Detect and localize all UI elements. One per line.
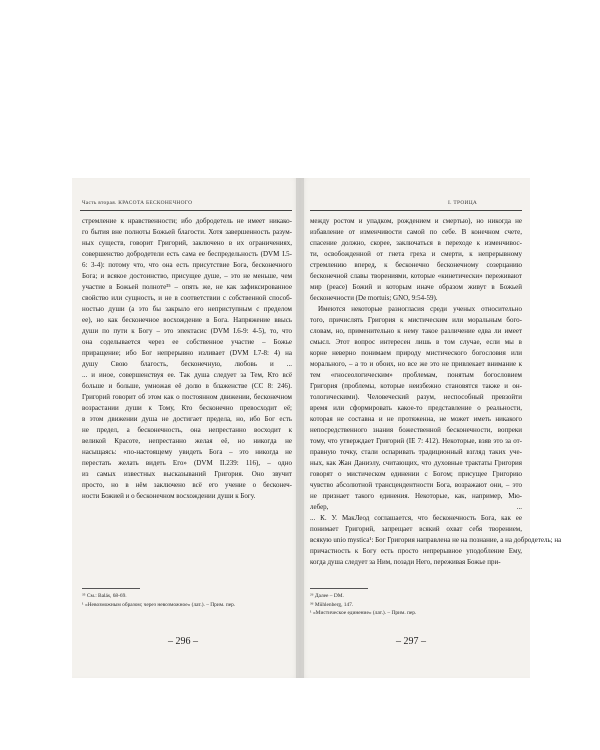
body-line: смысл. Этот вопрос интересен лишь в том случае, если мы в (310, 338, 522, 346)
right-running-head: I. ТРОИЦА (448, 200, 478, 206)
body-line: причастность к Богу есть просто непрерывное уподобление Ему, (310, 547, 522, 555)
body-line: избавление от изменчивости самой по себе. В конечном счете, (310, 228, 522, 236)
body-line: Григория (проблемы, которые неизбежно становятся также и он- (310, 382, 522, 390)
body-line: мир (peace) Божий и которым иначе образом живут в Божьей (310, 283, 522, 291)
body-line: чувство абсолютной трансцендентности Бога, возражают они, – это (310, 481, 522, 489)
body-line: тологическими). Человеческий разум, неспособный превзойти (310, 393, 522, 401)
body-line: ... К. У. МакЛеод соглашается, что бесконечность Бога, как ее (310, 514, 522, 522)
body-line: понимает Григорий, запрещает всякий охват себя творением, (310, 525, 522, 533)
right-body-text (310, 216, 562, 568)
right-footnote-rule (310, 588, 368, 589)
body-line: стремление к нравственности; ибо добродетель не имеет никако- (82, 217, 292, 225)
body-line: спасение должно, скорее, заключаться в переходе к изменчивос- (310, 239, 522, 247)
left-footnotes (82, 592, 292, 609)
body-line: го бытия вне полноты Божьей благости. Хотя завершенность разум- (82, 228, 292, 236)
body-line: морального, – а то и обоих, но все же это не привлекает внимание к (310, 360, 522, 368)
body-line: души по пути к Богу – это эпектасис (DVM I.6-9: 4-5), то, что (82, 327, 292, 335)
body-line: совершенство добродетели есть сама ее беспредельность (DVM I.5- (82, 250, 292, 258)
body-line: ее), но как бесконечное восхождение в Бога. Напряжение ввысь (82, 316, 292, 324)
right-page-number: – 297 – (396, 636, 426, 647)
body-line: свойство или сущность, и не в соответствии с собственной способ- (82, 294, 292, 302)
body-line: ти, освобожденной от гнета греха и смерти, к непрерывному (310, 250, 522, 258)
body-line: приращение; ибо Бог непрерывно изливает (DVM I.7-8: 4) на (82, 349, 292, 357)
body-line: ности Божией и о бесконечном восхождении души к Богу. (82, 492, 256, 500)
footnote-line: ³⁵ См.: Balás, 68-69. (82, 593, 127, 599)
body-line: бесконечной славы творениями, которые «кинетически» переживают (310, 272, 522, 280)
left-header-rule (80, 210, 292, 211)
body-line: тем «гносеологическим» проблемам, понятым богословием (310, 371, 522, 379)
body-line: не предел, а бесконечность, она непрестанно восходит к (82, 426, 292, 434)
body-line: время или сформировать какое-то представление о реальности, (310, 404, 522, 412)
body-line: бесконечности (De mortuis; GNO, 9:54-59). (310, 294, 438, 302)
body-line: стремлению вперед, к бесконечно бесконечному созерцанию (310, 261, 522, 269)
right-footnotes (310, 592, 522, 618)
body-line: 6: 3-4): потому что, что она есть присутствие Бога, бесконечного (82, 261, 292, 269)
footnote-line: ¹ «Мистическое единение» (лат.). – Прим. пер. (310, 610, 417, 617)
body-line: лебер, ... (310, 503, 522, 511)
body-line: когда душа следует за Ним, позади Него, переживая Божье при- (310, 558, 501, 566)
body-line: она соделывается через ее собственное участие – Божье (82, 338, 292, 346)
footnote-line: ²⁶ Далее – DM. (310, 593, 344, 599)
body-line: из самых известных высказываний Григория. Оно звучит (82, 470, 292, 478)
right-header-rule (310, 210, 522, 211)
body-line: между ростом и упадком, рождением и смертью), но никогда не (310, 217, 522, 225)
left-body-text (82, 216, 292, 502)
body-line: непосредственного знания божественной бесконечности, вопреки (310, 426, 522, 434)
left-footnote-rule (82, 588, 140, 589)
left-running-head: Часть вторая. КРАСОТА БЕСКОНЕЧНОГО (82, 200, 193, 206)
body-line: насыщаясь: «по-настоящему увидеть Бога – это никогда не (82, 448, 292, 456)
body-line: говорят о мистическом единении с Богом; присущее Григорию (310, 470, 522, 478)
body-line: ... и иное, совершенствуя ее. Так душа следует за Тем, Кто всё (82, 371, 292, 379)
body-line: не признает такого единения. Некоторые, как, например, Мю- (310, 492, 522, 500)
body-line: в этом движении душа не достигает предела, но, ибо Бог есть (82, 415, 292, 423)
body-line: корне неверно понимаем природу мистического богословия или (310, 349, 522, 357)
body-line: душу Свою благость, бесконечную, любовь и ... (82, 360, 292, 368)
body-line: просто, но в нём заключено всё его учение о бесконеч- (82, 481, 292, 489)
body-line: ностью души (а это бы закрыло его неприступным с пределом (82, 305, 292, 313)
body-line: которая не составна и не протяженна, не может иметь никакого (310, 415, 522, 423)
body-line: великой Красоте, непрестанно желая её, но никогда не (82, 437, 292, 445)
body-line: Бога; и всякое достоинство, присущее душе, – это не меньше, чем (82, 272, 292, 280)
book-gutter (296, 178, 304, 678)
body-line: того, причислять Григория к мистическим или моральным бого- (310, 316, 522, 324)
body-line: Имеются некоторые разногласия среди ученых относительно (318, 305, 522, 313)
body-line: перестать желать видеть Его» (DVM II.239: 116), – одно (82, 459, 292, 467)
body-line: возрастании души к Тому, Кто бесконечно превосходит её; (82, 404, 292, 412)
footnote-line: ¹ «Невозможным образом; через невозможное» (лат.). – Прим. пер. (82, 601, 236, 608)
body-line: участие в Божьей полноте³⁵ – опять же, не как зафиксированное (82, 283, 292, 291)
body-line: всякую unio mystica¹: Бог Григория направлена не на познание, а на добродетель; на (310, 536, 562, 544)
body-line: ных существ, говорит Григорий, заключено в их ограничениях, (82, 239, 292, 247)
body-line: больше и больше, умножая её долю в блаженстве (CC 8: 246). (82, 382, 292, 390)
body-line: ных, как Жан Даниэлу, считающих, что духовные трактаты Григория (310, 459, 522, 467)
footnote-line: ³⁶ Mühlenberg, 147. (310, 601, 354, 608)
body-line: тому, что утверждает Григорий (IE 7: 412). Некоторые, взяв это за от- (310, 437, 522, 445)
left-page-number: – 296 – (168, 636, 198, 647)
body-line: словам, но, применительно к нему такое различение едва ли имеет (310, 327, 522, 335)
body-line: правную точку, стали оспаривать традиционный взгляд таких уче- (310, 448, 522, 456)
body-line: Григорий говорит об этом как о постоянном движении, бесконечном (82, 393, 292, 401)
